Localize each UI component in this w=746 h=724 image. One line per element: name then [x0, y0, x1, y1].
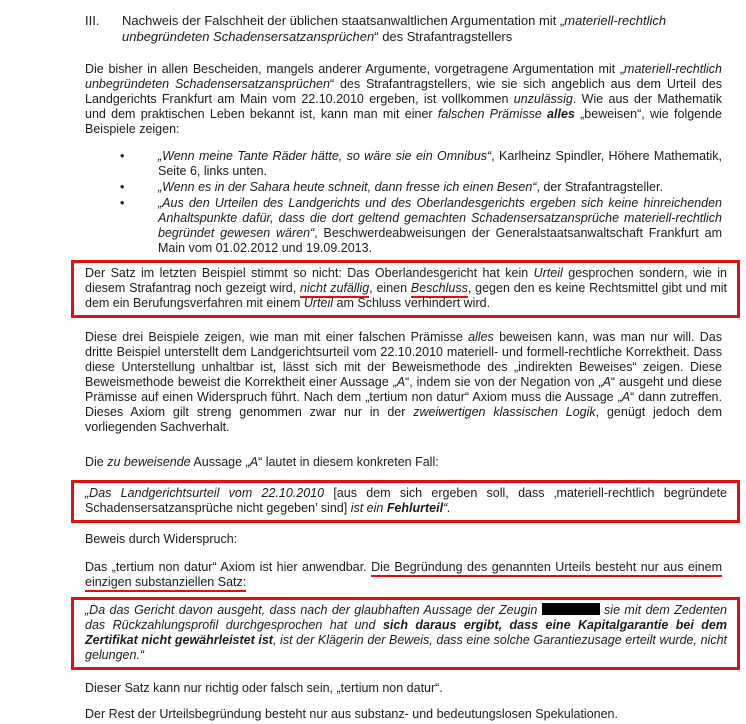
text-segment: alles: [547, 107, 575, 121]
red-underlined-text: nicht zufällig: [300, 281, 369, 298]
text-segment: Der Satz im letzten Beispiel stimmt so nicht: Das Oberlandesgericht hat kein: [85, 266, 534, 280]
text-segment: Beweis durch Widerspruch:: [85, 532, 238, 546]
text-segment: „beweisen“, wie folgende Beispiele zeigen:: [85, 107, 722, 136]
document-content: [85, 62, 728, 722]
final-underlined-statement: [85, 707, 722, 722]
text-segment: Urteil: [303, 296, 334, 310]
text-segment: “ des Strafantragstellers, wie sie sich angeblich aus dem Urteil des Landgerichts Frankfurt am Main vom 22.10.2010 ergeben, ist vollkommen: [85, 77, 722, 106]
text-segment: [aus dem sich ergeben soll, dass ‚materiell-rechtlich begründete Schadensersatzansprüche nicht gegeben’ sind]: [85, 486, 728, 515]
text-segment: Das „tertium non datur“ Axiom ist hier anwendbar.: [85, 560, 372, 574]
text-segment: , einen: [369, 281, 411, 295]
text-segment: A: [249, 455, 259, 469]
text-segment: „Wenn meine Tante Räder hätte, so wäre sie ein Omnibus“: [158, 149, 492, 163]
text-segment: falschen Prämisse: [437, 107, 548, 121]
tertium-non-datur-paragraph: [85, 560, 722, 590]
text-segment: sie mit dem Zedenten das Rückzahlungsprofil durchgesprochen hat und: [85, 603, 728, 632]
text-segment: zu beweisende: [107, 455, 191, 469]
text-segment: , genügt jedoch dem vorliegenden Sachverhalt.: [85, 405, 723, 434]
red-underlined-text: Die Begründung des genannten Urteils besteht nur aus einem einzigen substanziellen Satz:: [85, 560, 722, 592]
text-segment: “, indem sie von der Negation von „: [405, 375, 603, 389]
highlight-box-oberlandesgericht: [71, 260, 740, 318]
section-number: III.: [85, 13, 100, 28]
text-segment: Die bisher in allen Bescheiden, mangels anderer Argumente, vorgetragene Argumentation mit „: [85, 62, 625, 76]
text-segment: , Beschwerdeabweisungen der Generalstaatsanwaltschaft Frankfurt am Main vom 01.02.2012 und 19.09.2013.: [158, 226, 722, 255]
text-segment: gesprochen sondern, wie in diesem Strafantrag noch gezeigt wird,: [85, 266, 727, 295]
text-segment: Aussage „: [190, 455, 250, 469]
highlight-box-fehlurteil: [71, 480, 740, 523]
text-segment: , gegen den es keine Rechtsmittel gibt und mit dem ein Berufungsverfahren mit einem: [85, 281, 727, 310]
text-segment: „Da das Gericht davon ausgeht, dass nach der glaubhaften Aussage der Zeugin: [85, 603, 542, 617]
text-segment: materiell-rechtlich unbegründeten Schadensersatzansprüchen: [85, 62, 722, 91]
intro-paragraph: [85, 62, 722, 137]
red-underlined-text: Beschluss: [411, 281, 468, 298]
text-segment: A: [396, 375, 406, 389]
text-segment: sich daraus ergibt, dass eine Kapitalgarantie bei dem Zertifikat nicht gewährleistet ist: [85, 618, 727, 647]
tertium-conclusion-line: [85, 681, 722, 696]
examples-bullet-list: [85, 149, 722, 256]
text-segment: „Wenn es in der Sahara heute schneit, dann fresse ich einen Besen“: [158, 180, 537, 194]
bullet-icon: •: [120, 149, 125, 163]
list-item: [120, 149, 722, 179]
text-segment: “ lautet in diesem konkreten Fall:: [258, 455, 439, 469]
text-segment: “ ausgeht und diese Prämisse auf einen Widerspruch führt. Nach dem „tertium non datur“ Axiom muss die Aussage „: [85, 375, 722, 404]
text-segment: A: [621, 390, 631, 404]
bullet-icon: •: [120, 180, 125, 194]
text-segment: Die: [85, 455, 108, 469]
text-segment: “ dann zutreffen. Dieses Axiom gilt streng genommen zwar nur in der: [85, 390, 722, 419]
section-title: [122, 13, 722, 45]
list-item: [120, 196, 722, 256]
text-segment: zweiwertigen klassischen Logik: [413, 405, 596, 419]
text-segment: unzulässig: [513, 92, 573, 106]
statement-a-intro-line: [85, 455, 722, 470]
text-segment: . Wie aus der Mathematik und dem praktischen Leben bekannt ist, kann man mit einer: [85, 92, 723, 121]
text-segment: Urteil: [533, 266, 563, 280]
proof-by-contradiction-label: [85, 532, 722, 547]
indirect-proof-paragraph: [85, 330, 722, 435]
text-segment: , ist der Klägerin der Beweis, dass eine solche Garantiezusage erteilt wurde, nicht gelungen.“: [85, 633, 727, 662]
list-item: [120, 180, 722, 195]
text-segment: Fehlurteil: [386, 501, 444, 515]
text-segment: Diese drei Beispiele zeigen, wie man mit einer falschen Prämisse: [85, 330, 469, 344]
text-segment: ist ein: [350, 501, 387, 515]
text-segment: „Aus den Urteilen des Landgerichts und des Oberlandesgerichts ergeben sich keine hinreichenden Anhaltspunkte dafür, dass die dort geltend gemachten Schadensersatzansprüche materiell-rechtlich begründet gewesen wären“: [158, 196, 722, 240]
red-underlined-text: Der Rest der Urteilsbegründung besteht nur aus substanz- und bedeutungslosen Spekulationen.: [85, 707, 618, 724]
text-segment: Dieser Satz kann nur richtig oder falsch sein, „tertium non datur“.: [85, 681, 443, 695]
bullet-icon: •: [120, 196, 125, 210]
redaction-bar: [542, 603, 600, 615]
text-segment: “ des Strafantragstellers: [374, 29, 513, 44]
text-segment: “.: [443, 501, 451, 515]
highlight-box-zeugin-quote: [71, 597, 740, 670]
text-segment: , der Strafantragsteller.: [536, 180, 663, 194]
text-segment: Nachweis der Falschheit der üblichen staatsanwaltlichen Argumentation mit „: [122, 13, 565, 28]
text-segment: beweisen kann, was man nur will. Das dritte Beispiel unterstellt dem Landgerichtsurteil vom 22.10.2010 materiell- und formell-rechtliche Korrektheit. Dass diese Unterstellung unhaltbar ist, lässt sich mit der Beweismethode des „indirekten Beweises“ zeigen. Diese Beweismethode beweist die Korrektheit einer Aussage „: [85, 330, 723, 389]
text-segment: A: [602, 375, 611, 389]
text-segment: am Schluss verhindert wird.: [333, 296, 491, 310]
text-segment: „Das Landgerichtsurteil vom 22.10.2010: [85, 486, 325, 500]
text-segment: materiell-rechtlich unbegründeten Schadensersatzansprüchen: [122, 13, 667, 44]
text-segment: alles: [468, 330, 494, 344]
text-segment: , Karlheinz Spindler, Höhere Mathematik, Seite 6, links unten.: [158, 149, 722, 178]
section-heading: [85, 13, 722, 45]
